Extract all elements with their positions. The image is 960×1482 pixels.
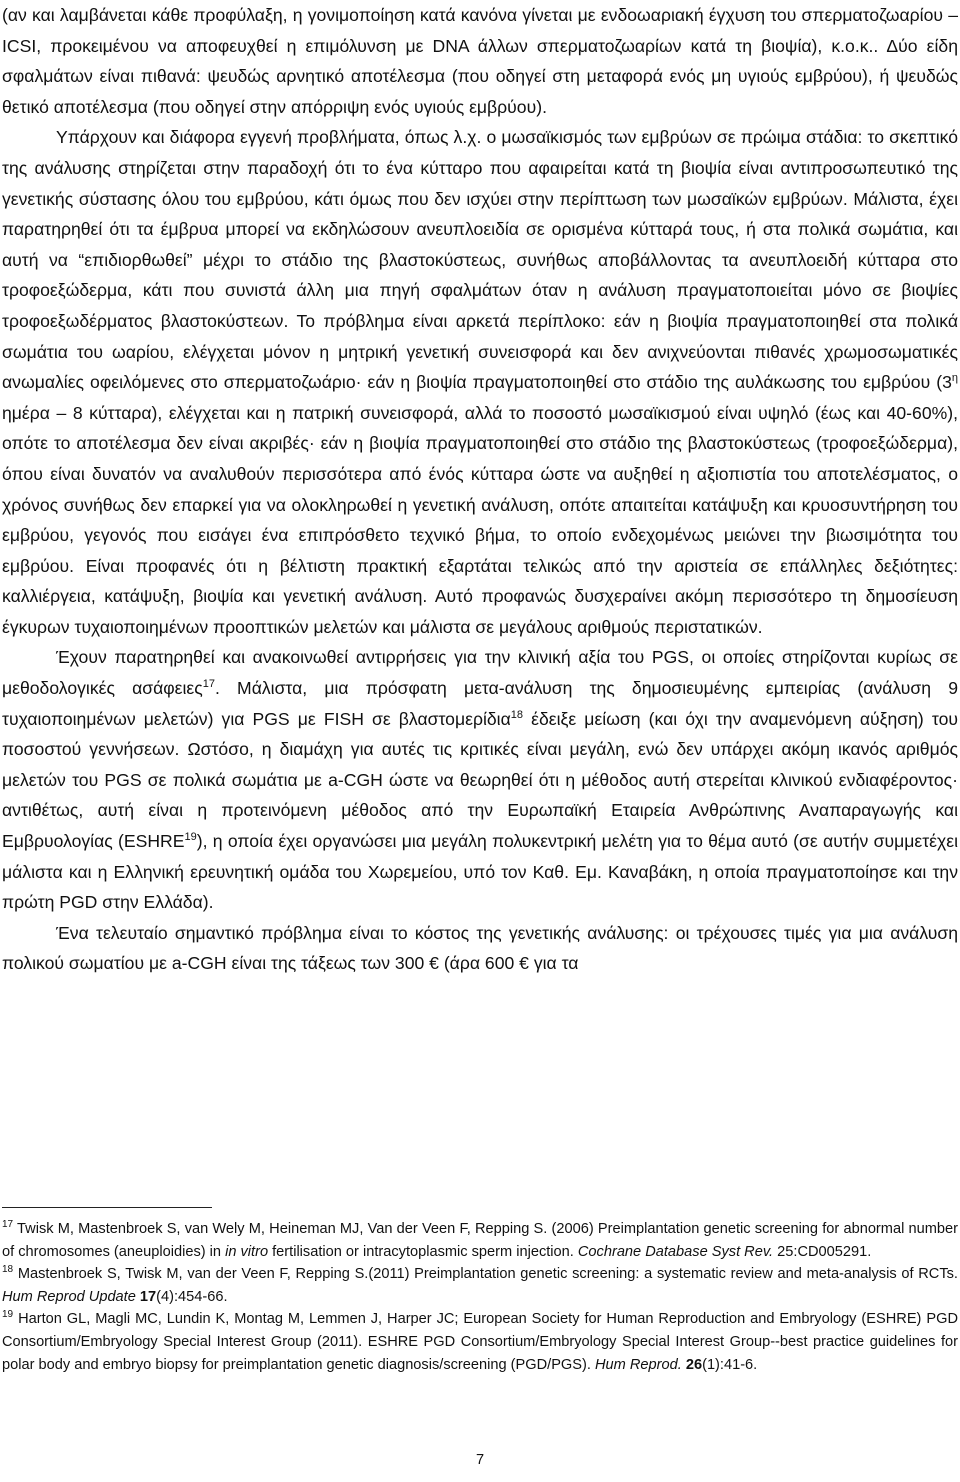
footnote-text: Mastenbroek S, Twisk M, van der Veen F, Repping S.(2011) Preimplantation genetic screening: a systematic review and meta-analysis of RCTs.: [13, 1266, 958, 1283]
footnote-number: 17: [2, 1219, 14, 1231]
paragraph-cost: [2, 918, 958, 979]
footnote-17: [2, 1218, 958, 1263]
footnote-journal: Cochrane Database Syst Rev.: [577, 1243, 774, 1260]
footnote-number: 18: [2, 1264, 14, 1276]
footnote-text: fertilisation or intracytoplasmic sperm injection.: [268, 1243, 578, 1260]
paragraph-text: έδειξε μείωση (και όχι την αναμενόμενη αύξηση) του ποσοστού γεννήσεων. Ωστόσο, η διαμάχη για αυτές τις κριτικές είναι μεγάλη, ενώ δεν υπάρχει ακόμη ικανός αριθμός μελετών του PGS σε πολικά σωμάτια με a-CGH ώστε να θεωρηθεί ότι η μέθοδος αυτή στερείται κλινικού ενδιαφέροντος· αντιθέτως, αυτή είναι η προτεινόμενη μέθοδος από την Ευρωπαϊκή Εταιρεία Ανθρώπινης Αναπαραγωγής και Εμβρυολογίας (ESHRE: [2, 708, 958, 852]
footnote-text: Harton GL, Magli MC, Lundin K, Montag M, Lemmen J, Harper JC; European Society for Human Reproduction and Embryology (ESHRE) PGD Consortium/Embryology Special Interest Group (2011). ESHRE PGD Consortium/Embryology Special Interest Group--best practice guidelines for polar body and embryo biopsy for preimplantation genetic diagnosis/screening (PGD/PGS).: [2, 1311, 958, 1373]
paragraph-text: Έχουν παρατηρηθεί και ανακοινωθεί αντιρρήσεις για την κλινική αξία του PGS, οι οποίες στηρίζονται κυρίως σε μεθοδολογικές ασάφειες: [2, 647, 958, 699]
footnote-text: Twisk M, Mastenbroek S, van Wely M, Heineman MJ, Van der Veen F, Repping S. (2006) Preimplantation genetic screening for abnormal number of chromosomes (aneuploidies) in: [2, 1221, 958, 1260]
footnote-text: (1):41-6.: [702, 1356, 758, 1373]
paragraph-text: Ένα τελευταίο σημαντικό πρόβλημα είναι το κόστος της γενετικής ανάλυσης: οι τρέχουσες τιμές για μια ανάλυση πολικού σωματίου με a-CGH είναι της τάξεως των 300 € (άρα 600 € για τα: [2, 922, 958, 974]
paragraph-intrinsic-problems: [2, 122, 958, 642]
footnote-18: [2, 1263, 958, 1308]
footnote-italic: in vitro: [225, 1243, 269, 1260]
footnote-ref-19[interactable]: 19: [184, 831, 197, 844]
footnote-ref-18[interactable]: 18: [510, 708, 523, 721]
paragraph-intro-errors: [2, 0, 958, 122]
page-number: 7: [475, 1452, 485, 1468]
paragraph-text: . Μάλιστα, μια πρόσφατη μετα-ανάλυση της δημοσιευμένης εμπειρίας (ανάλυση 9 τυχαιοποιημένων μελετών) για PGS με FISH σε βλαστομερίδια: [2, 678, 958, 729]
footnote-19: [2, 1308, 958, 1376]
superscript: η: [951, 372, 958, 385]
footnote-separator: [2, 1207, 212, 1208]
footnote-volume: 26: [681, 1356, 703, 1373]
footnote-journal: Hum Reprod Update: [2, 1288, 136, 1305]
footnote-journal: Hum Reprod.: [594, 1356, 682, 1373]
footnote-number: 19: [2, 1309, 14, 1321]
footnotes-section: [2, 1218, 958, 1376]
paragraph-text: Υπάρχουν και διάφορα εγγενή προβλήματα, όπως λ.χ. ο μωσαϊκισμός των εμβρύων σε πρώιμα στάδια: το σκεπτικό της ανάλυσης στηρίζεται στην παραδοχή ότι το ένα κύτταρο που αφαιρείται κατά τη βιοψία είναι αντιπροσωπευτικό της γενετικής σύστασης όλου του εμβρύου, κάτι όμως που δεν ισχύει στην περίπτωση των μωσαϊκών εμβρύων. Μάλιστα, έχει παρατηρηθεί ότι τα έμβρυα μπορεί να εκδηλώσουν ανευπλοειδία σε ορισμένα κύτταρά τους, ή στα πολικά σωμάτια, και αυτή να “επιδιορθωθεί” μέχρι το στάδιο της βλαστοκύστεως, συνήθως αποβάλλοντας τα ανευπλοειδή κύτταρα στο τροφοεξώδερμα, κάτι που συνιστά άλλη μια πηγή σφαλμάτων όταν η ανάλυση πραγματοποιείται μόνο σε βιοψίες τροφοεξωδέρματος βλαστοκύστεων. Το πρόβλημα είναι αρκετά περίπλοκο: εάν η βιοψία πραγματοποιηθεί στα πολικά σωμάτια του ωαρίου, ελέγχεται μόνον η μητρική γενετική συνεισφορά και δεν ανιχνεύονται πιθανές χρωμοσωματικές ανωμαλίες οφειλόμενες στο σπερματοζωάριο· εάν η βιοψία πραγματοποιηθεί στο στάδιο της αυλάκωσης του εμβρύου (3: [2, 127, 958, 393]
footnote-text: (4):454-66.: [156, 1288, 228, 1305]
paragraph-clinical-value: [2, 642, 958, 917]
footnote-volume: 17: [135, 1288, 157, 1305]
paragraph-text: ), η οποία έχει οργανώσει μια μεγάλη πολυκεντρική μελέτη για το θέμα αυτό (σε αυτήν συμμετέχει μάλιστα και η Ελληνική ερευνητική ομάδα του Χωρεμείου, υπό τον Καθ. Εμ. Καναβάκη, η οποία πραγματοποίησε και την πρώτη PGD στην Ελλάδα).: [2, 831, 959, 913]
footnote-ref-17[interactable]: 17: [202, 678, 216, 691]
paragraph-text: ημέρα – 8 κύτταρα), ελέγχεται και η πατρική συνεισφορά, αλλά το ποσοστό μωσαϊκισμού είναι υψηλό (έως και 40-60%), οπότε το αποτέλεσμα δεν είναι ακριβές· εάν η βιοψία πραγματοποιηθεί στο στάδιο της βλαστοκύστεως (τροφοεξώδερμα), όπου είναι δυνατόν να αναλυθούν περισσότερα από ένός κύτταρα ώστε να αυξηθεί η αξιοπιστία του αποτελέσματος, ο χρόνος συνήθως δεν επαρκεί για να ολοκληρωθεί η γενετική ανάλυση, οπότε απαιτείται κατάψυξη και κρυοσυντήρηση του εμβρύου, γεγονός που εισάγει ένα επιπρόσθετο τεχνικό βήμα, το οποίο ενδεχομένως μειώνει την βιωσιμότητα του εμβρύου. Είναι προφανές ότι η βέλτιστη πρακτική εξαρτάται τελικώς από την αριστεία σε επάλληλες δεξιότητες: καλλιέργεια, κατάψυξη, βιοψία και γενετική ανάλυση. Αυτό προφανώς δυσχεραίνει ακόμη περισσότερο τη δημοσίευση έγκυρων τυχαιοποιημένων προοπτικών μελετών και μάλιστα σε μεγάλους αριθμούς περιστατικών.: [2, 402, 958, 637]
paragraph-text: (αν και λαμβάνεται κάθε προφύλαξη, η γονιμοποίηση κατά κανόνα γίνεται με ενδοωαριακή έγχυση του σπερματοζωαρίου – ICSI, προκειμένου να αποφευχθεί η επιμόλυνση με DNA άλλων σπερματοζωαρίων κατά τη βιοψία), κ.ο.κ.. Δύο είδη σφαλμάτων είναι πιθανά: ψευδώς αρνητικό αποτέλεσμα (που οδηγεί στη μεταφορά ενός μη υγιούς εμβρύου), ή ψευδώς θετικό αποτέλεσμα (που οδηγεί στην απόρριψη ενός υγιούς εμβρύου).: [2, 5, 958, 117]
footnote-text: 25:CD005291.: [773, 1243, 872, 1260]
